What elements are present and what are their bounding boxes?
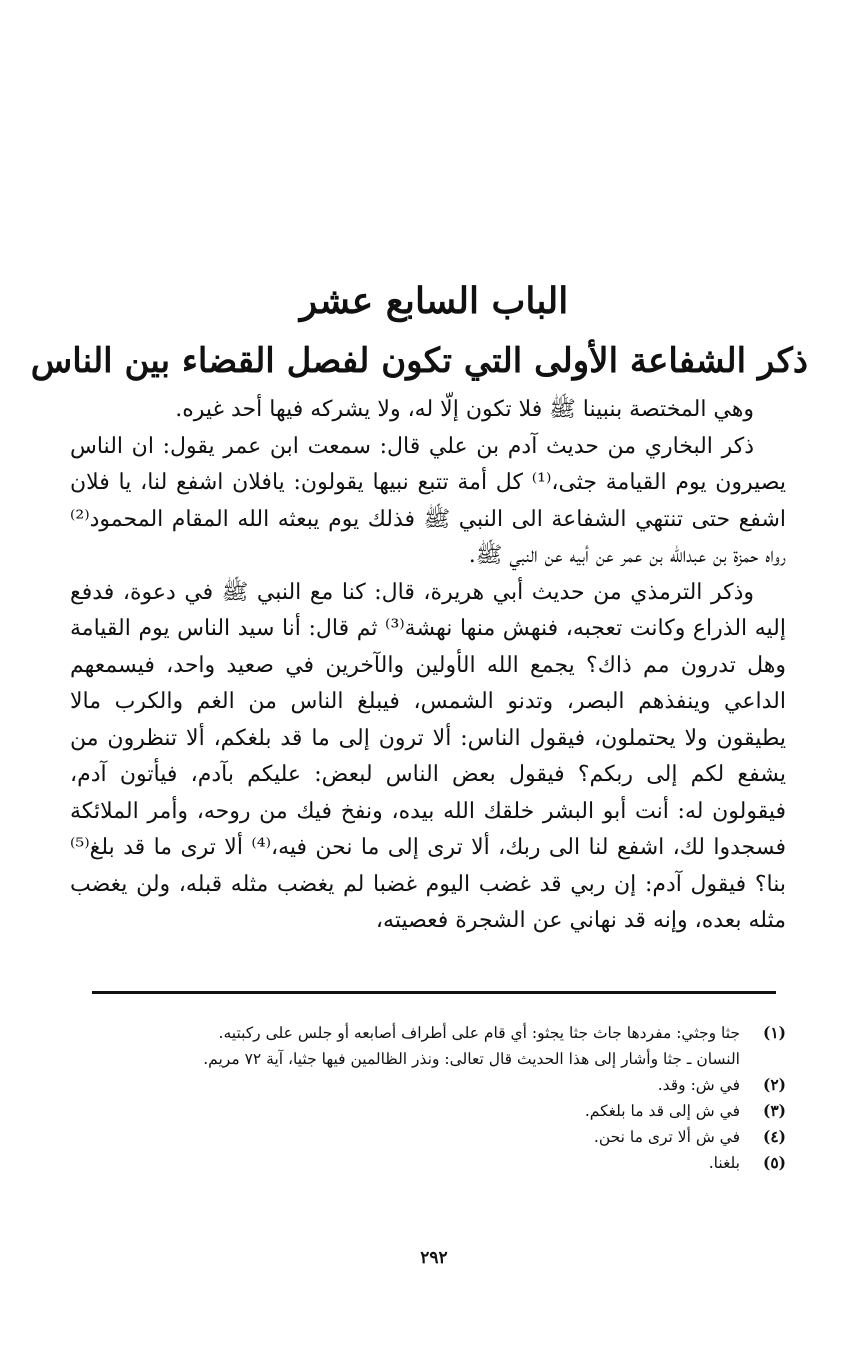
footnote-line: النسان ـ جثا وأشار إلى هذا الحديث قال تعالى: ونذر الظالمين فيها جثيا، آية ٧٢ مريم. (203, 1050, 740, 1068)
paragraph-1: وهي المختصة بنبينا ﷺ فلا تكون إلّا له، ولا يشركه فيها أحد غيره. (175, 397, 754, 422)
footnote-2 (70, 1072, 786, 1098)
footnote-line: في ش إلى قد ما بلغكم. (584, 1102, 740, 1120)
footnote-text (70, 1072, 740, 1098)
chapter-number-heading: الباب السابع عشر (299, 280, 569, 323)
footnote-marker: (٥) (762, 1153, 786, 1172)
footnote-line: بلغنا. (708, 1154, 740, 1172)
footnote-text (70, 1098, 740, 1124)
footnote-marker: (٤) (762, 1127, 786, 1146)
footnote-marker: (٣) (762, 1101, 786, 1120)
footnote-divider (92, 991, 776, 994)
footnote-5 (70, 1150, 786, 1176)
footnote-text (70, 1150, 740, 1176)
footnote-line: في ش ألا ترى ما نحن. (593, 1128, 740, 1146)
footnote-line: جثا وجثي: مفردها جاث جثا يجثو: أي قام على أطراف أصابعه أو جلس على ركبتيه. (218, 1024, 740, 1042)
footnote-text (70, 1020, 740, 1072)
footnote-text (70, 1124, 740, 1150)
footnote-marker: (٢) (762, 1075, 786, 1094)
footnote-3 (70, 1098, 786, 1124)
main-text (70, 392, 786, 940)
chapter-title-heading: ذكر الشفاعة الأولى التي تكون لفصل القضاء بين الناس (30, 341, 808, 382)
footnote-1 (70, 1020, 786, 1072)
footnote-line: في ش: وقد. (657, 1076, 740, 1094)
footnote-marker: (١) (762, 1023, 786, 1042)
paragraph-2: ذكر البخاري من حديث آدم بن علي قال: سمعت ابن عمر يقول: ان الناس يصيرون يوم القيامة جثى،⁽¹⁾ كل أمة تتبع نبيها يقولون: يافلان اشفع لنا، يا فلان اشفع حتى تنتهي الشفاعة الى النبي ﷺ فذلك يوم يبعثه الله المقام المحمود⁽²⁾ رواه حمزة بن عبدالله بن عمر عن أبيه عن النبي ﷺ. (70, 433, 786, 568)
paragraph-3: وذكر الترمذي من حديث أبي هريرة، قال: كنا مع النبي ﷺ في دعوة، فدفع إليه الذراع وكانت تعجبه، فنهش منها نهشة⁽³⁾ ثم قال: أنا سيد الناس يوم القيامة وهل تدرون مم ذاك؟ يجمع الله الأولين والآخرين في صعيد واحد، فيسمعهم الداعي وينفذهم البصر، وتدنو الشمس، فيبلغ الناس من الغم والكرب مالا يطيقون ولا يحتملون، فيقول الناس: ألا ترون إلى ما قد بلغكم، ألا تنظرون من يشفع لكم إلى ربكم؟ فيقول بعض الناس لبعض: عليكم بآدم، فيأتون آدم، فيقولون له: أنت أبو البشر خلقك الله بيده، ونفخ فيك من روحه، وأمر الملائكة فسجدوا لك، اشفع لنا الى ربك، ألا ترى إلى ما نحن فيه،⁽⁴⁾ ألا ترى ما قد بلغ⁽⁵⁾ بنا؟ فيقول آدم: إن ربي قد غضب اليوم غضبا لم يغضب مثله قبله، ولن يغضب مثله بعده، وإنه قد نهاني عن الشجرة فعصيته، (70, 579, 786, 933)
footnotes-list (70, 1020, 786, 1176)
footnote-4 (70, 1124, 786, 1150)
page-number: ٢٩٢ (420, 1248, 448, 1268)
